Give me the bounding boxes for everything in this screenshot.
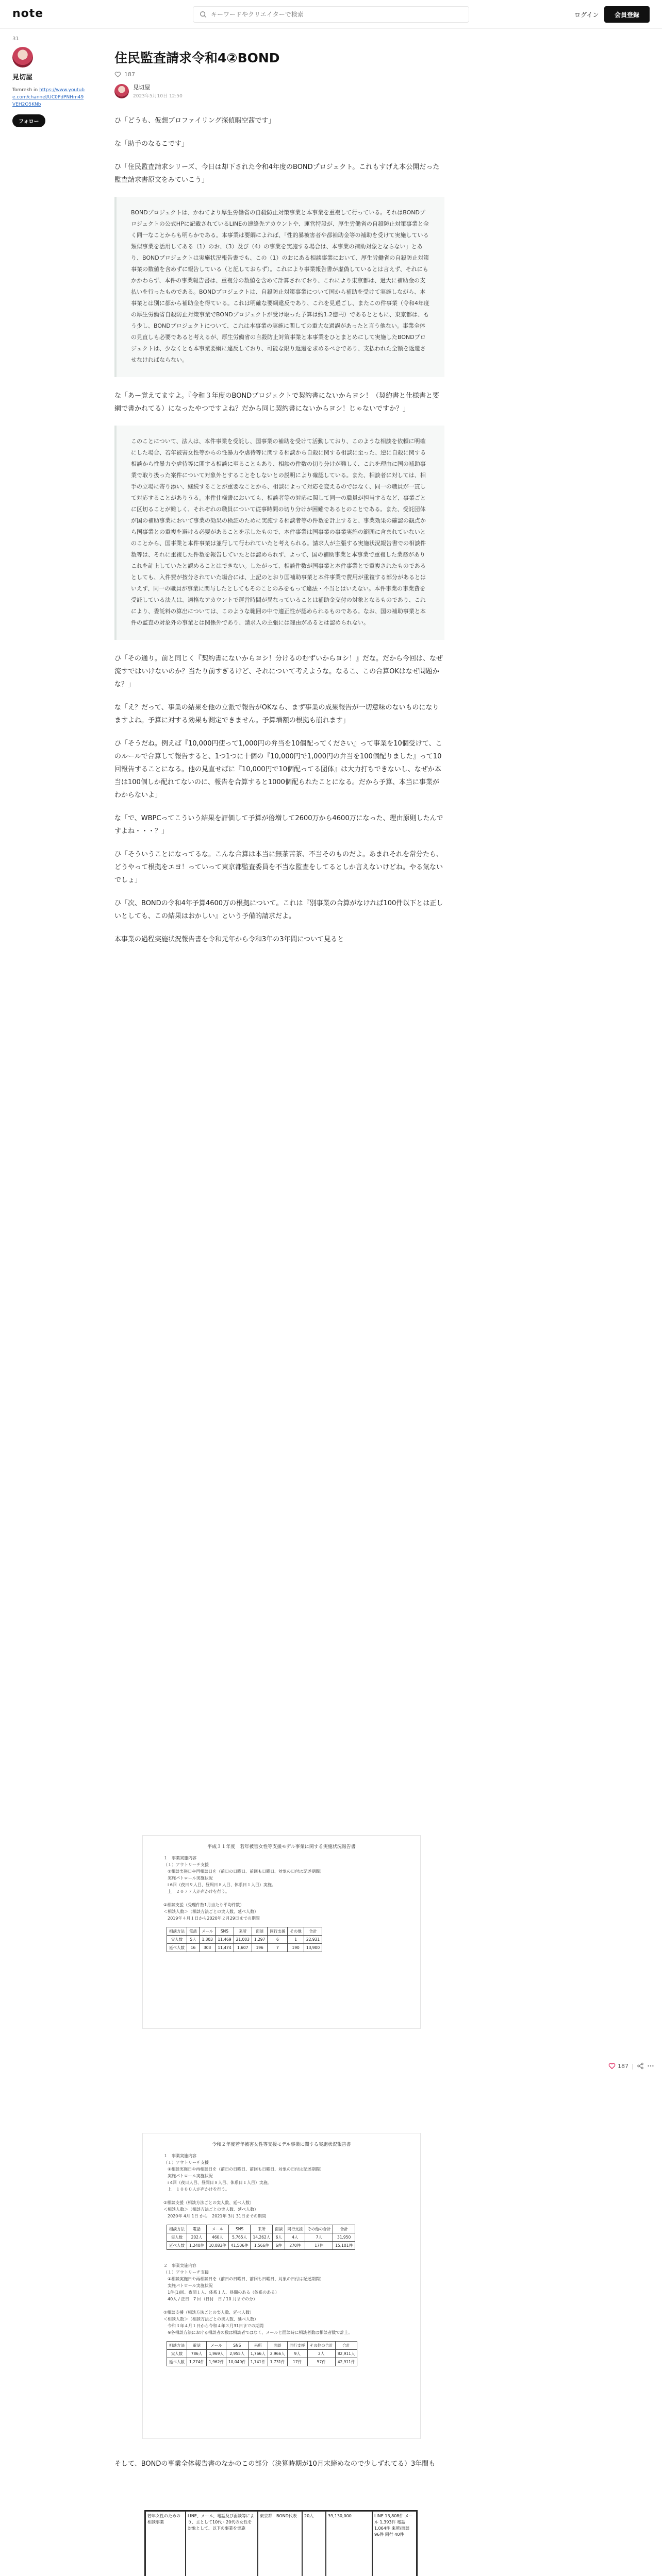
- quote-block: [114, 426, 444, 640]
- table-header-cell: 同行支援: [285, 2225, 305, 2233]
- like-count: 187: [124, 71, 135, 78]
- scan-line: ①相談実施日や再相談日を（前日の日曜日、前回も日曜日、対象の日付は記述期間）: [163, 2277, 324, 2281]
- scan-line: 2020年 4月 1日 から 2021年 3月 31日までの期間: [163, 2214, 266, 2218]
- table-header-cell: SNS: [216, 1927, 234, 1936]
- table-cell: 10,040件: [226, 2358, 248, 2366]
- login-button[interactable]: ログイン: [570, 7, 603, 22]
- floating-like-count: 187: [618, 2062, 628, 2070]
- scanned-report-image-2[interactable]: [142, 2133, 421, 2439]
- table-cell: 190: [288, 1944, 304, 1952]
- paragraph: な「助手のなるこです」: [114, 140, 189, 148]
- article-title: 住民監査請求令和4②BOND: [114, 50, 280, 65]
- table-cell: LINE、メール、電話及び面談等により、主として10代・20代の女性を対象として、以下の事業を実施: [186, 2511, 258, 2576]
- paragraph: な「え？だって、事業の結果を他の立派で報告がOKなら、まず事業の成果報告が一切意味のないものになりますよね。予算に対する効果も測定できません。予算増額の根拠も崩れます」: [114, 704, 439, 724]
- scan-line: ②相談支援（相談方法ごとの実人数、延べ人数）: [163, 2200, 254, 2205]
- paragraph: ひ「その通り。前と同じく『契約書にないからヨシ！分けるのむずいからヨシ！』だな。だから今回は、なぜ流すではいけないのか？当たり前すぎるけど、それについて考えような。なるこ、この合算OKはなぜ問題かな？」: [114, 655, 443, 688]
- table-cell: 5,765人: [228, 2233, 251, 2242]
- note-logo[interactable]: note: [12, 7, 44, 20]
- scan-line: 上 ２０７７人が声かけを行う。: [163, 1889, 229, 1894]
- table-cell: 14,262人: [251, 2233, 273, 2242]
- search-icon: [200, 11, 207, 18]
- scan-line: 令和３年４月１日から令和４年３月31日までの期間: [163, 2324, 264, 2328]
- author-name[interactable]: 見切屋: [133, 84, 150, 91]
- table-cell: 6件: [273, 2242, 285, 2250]
- table-cell: 17件: [305, 2242, 333, 2250]
- scan-line: ⅰ 4回（夜日人目、昼間日８人目、体系日１人目）実施。: [163, 2180, 272, 2185]
- scan-line: 実施パトロール実施状況: [163, 1876, 213, 1880]
- quote-block: [114, 197, 444, 377]
- table-header-cell: SNS: [228, 2225, 251, 2233]
- table-cell: 11,469: [216, 1936, 234, 1944]
- scan-line: 実施パトロール実施状況: [163, 2283, 213, 2288]
- table-cell: 15,101件: [333, 2242, 355, 2250]
- table-header-cell: 面談: [273, 2225, 285, 2233]
- heart-icon[interactable]: [608, 2062, 616, 2070]
- financial-table-image-1[interactable]: [144, 2510, 418, 2576]
- table-row: [167, 2358, 357, 2366]
- creator-link[interactable]: https://www.youtube.com/channel/UC0PdPNHm49VEH2O5KNb: [12, 88, 85, 107]
- table-cell: 42,911件: [335, 2358, 357, 2366]
- table-cell: 6人: [273, 2233, 285, 2242]
- scan-line: 40人 / 正日 7 回（日付 日 / 10 月までの分）: [163, 2297, 258, 2301]
- publish-date: 2023年5月10日 12:50: [133, 94, 183, 99]
- table-header-cell: 電話: [187, 1927, 200, 1936]
- table-cell: 303: [200, 1944, 216, 1952]
- table-header-cell: 来所: [248, 2342, 268, 2350]
- table-header-cell: 同行支援: [268, 1927, 288, 1936]
- paragraph: 本事業の過程実施状況報告書を令和元年から令和3年の3年間について見ると: [114, 936, 344, 943]
- table-header-cell: その他の合計: [305, 2225, 333, 2233]
- separator: |: [632, 2062, 634, 2070]
- table-cell: 13,900: [304, 1944, 322, 1952]
- paragraph: ひ「どうも、仮想ブロファイリング探偵暇空茜です」: [114, 117, 275, 125]
- table-cell: 6: [268, 1936, 288, 1944]
- scan-line: [163, 2193, 420, 2199]
- more-icon[interactable]: [647, 2062, 654, 2070]
- paragraph: ひ「次、BONDの令和4年予算4600万の根拠について。これは『別事業の合算がなければ100件以下とは正しいとしても、この結果はおかしい』という予備的請求だよ。: [114, 900, 443, 920]
- table-cell: 11,474: [216, 1944, 234, 1952]
- table-cell: 1,240件: [187, 2242, 207, 2250]
- table-cell: 1,962件: [206, 2358, 226, 2366]
- table-cell: 若年女性のための相談事業: [145, 2511, 186, 2576]
- scan-line: （１）アウトリーチ支援: [163, 2160, 209, 2165]
- author-row: [114, 83, 444, 99]
- table-header-cell: その他の合計: [307, 2342, 335, 2350]
- table-cell: 17件: [287, 2358, 307, 2366]
- paragraph: ひ「住民監査請求シリーズ、今日は却下された令和4年度のBONDプロジェクト。これもすげえ本公開だった監査請求書原文をみていこう」: [114, 163, 440, 184]
- author-avatar[interactable]: [114, 84, 129, 98]
- sidebar-count: 31: [12, 36, 19, 42]
- table-cell: 57件: [307, 2358, 335, 2366]
- scan-line: 1件(1)回、夜間１人、体系１人、昼間のある（体系のある）: [163, 2290, 279, 2295]
- table-header-cell: 来所: [234, 1927, 252, 1936]
- search-box[interactable]: [193, 6, 469, 23]
- table-cell: 9人: [287, 2350, 307, 2358]
- scan-line: ⅰ 6回（夜日９人目、昼周日８人目、体系日１人目）実施。: [163, 1883, 276, 1887]
- scan-line: ※各相談方法における相談者の数は相談者ではなく、メールと面談時に相談者数は相談者数で計上。: [163, 2330, 353, 2335]
- scan-line: [163, 2302, 420, 2309]
- table-row: [167, 2242, 355, 2250]
- table-row: [167, 1944, 322, 1952]
- scan-title: 令和２年度若年被害女性等支援モデル事業に関する実施状況報告書: [212, 2142, 351, 2147]
- table-header-cell: メール: [206, 2225, 228, 2233]
- creator-desc-text: Tomrekh in: [12, 88, 40, 93]
- table-cell: 1,297: [252, 1936, 267, 1944]
- table-row: [167, 2233, 355, 2242]
- table-header-row: [167, 1927, 322, 1936]
- scan-line: １ 事業実施内容: [163, 2154, 196, 2158]
- site-header: [0, 0, 662, 29]
- table-cell: 5人: [187, 1936, 200, 1944]
- table-cell: 202人: [187, 2233, 207, 2242]
- table-cell: 786人: [187, 2350, 207, 2358]
- search-input[interactable]: [211, 11, 458, 18]
- table-cell: 270件: [285, 2242, 305, 2250]
- floating-like-bar[interactable]: [608, 2062, 656, 2070]
- table-cell: 2,966人: [268, 2350, 287, 2358]
- table-header-cell: 来所: [251, 2225, 273, 2233]
- table-cell: 460人: [206, 2233, 228, 2242]
- table-header-cell: 面談: [268, 2342, 287, 2350]
- table-cell: 1,274件: [187, 2358, 207, 2366]
- table-cell: 1,731件: [268, 2358, 287, 2366]
- scan-line: １ 事業実施内容: [163, 1856, 196, 1860]
- table-header-cell: 相談方法: [167, 1927, 187, 1936]
- scan-line: [163, 1895, 420, 1902]
- table-header-cell: メール: [206, 2342, 226, 2350]
- scan-line: （１）アウトリーチ支援: [163, 1862, 209, 1867]
- scan-text-lines: [143, 1855, 420, 1922]
- paragraph: ひ「そうだね。例えば『10,000円使って1,000円の弁当を10個配ってください』って事業を10個受けて、このルールで合算して報告すると、1つ1つに十個の『10,000円で1,000円の弁当を100個配りました』って10回報告することになる。他の見直せばに『10,000円で10個配ってる団体』は大力打ちできないし、なぜか本当は100個しか配れてないのに、報告を合算すると1000個配られたことになる。だから予算、本当に事業がわからないよ」: [114, 740, 442, 799]
- scan-table: [167, 2225, 355, 2250]
- table-cell: 1,766人: [248, 2350, 268, 2358]
- creator-description: [12, 87, 85, 108]
- table-cell: 16: [187, 1944, 200, 1952]
- scanned-report-image-1[interactable]: [142, 1835, 421, 2029]
- table-header-cell: その他: [288, 1927, 304, 1936]
- table-cell: 22,931: [304, 1936, 322, 1944]
- creator-sidebar: [12, 36, 85, 127]
- table-header-cell: 面談: [252, 1927, 267, 1936]
- table-cell: 7: [268, 1944, 288, 1952]
- table-cell: 196: [252, 1944, 267, 1952]
- table-cell: 延べ人数: [167, 2358, 187, 2366]
- paragraph: な「で、WBPCってこういう結果を評価して予算が倍増して2600万から4600万になった、理由原則したんですよね・・・？」: [114, 815, 443, 835]
- table-cell: 1,303: [200, 1936, 216, 1944]
- table-cell: 1,741件: [248, 2358, 268, 2366]
- table-header-cell: 相談方法: [167, 2225, 187, 2233]
- scan-line: ２ 事業実施内容: [163, 2263, 196, 2268]
- creator-name[interactable]: 見切屋: [12, 74, 33, 81]
- quote-text: BONDプロジェクトは、かねてより厚生労働省の自殺防止対策事業と本事業を重複して行っている。それはBONDプロジェクトの公式HPに記載されているLINEの連絡先アカウントや、運営特設が、厚生労働省の自殺防止対策事業と全く同一なことからも明らかである。本事業は要綱によれば、「性的暴被害者や都補助金等の補助を受けて実施している類似事業を活用してある（1）のお、（3）及び（4）の事業を実施する場合は、本事業の補助対象とならない」とあり、BONDプロジェクトは実施状況報告書でも、この（1）のおにある相談事業において、厚生労働省の自殺防止対策事業の数値を含めずに報告している（と記しておらず）。これにより事業報告書が虚偽しているとは言えず、それにもかかわらず、本件の事業報告書は、重複分の数値を含めて計算されており、これにより東京都は、過大に補助金の支払いを行ったものである。BONDプロジェクトは、自殺防止対策事業について国から補助を受けて実施しながら、本事業とは別に都から補助金を得ている。これは明確な要綱違反であり、これを見過ごし、またこの件事業（令和4年度の厚生労働省自殺防止対策事業でBONDプロジェクトが受け取った予算は約1.2億円）であるとともに、東京都は、もう少し、BONDプロジェクトについて、これは本事業の実施に関しての重大な過誤があったと言う他ない。事業全体の見直しも必要であると考えるが、厚生労働省の自殺防止対策事業と本事業をひとまとめにして実施したBONDプロジェクトは、少なくとも本事業要綱に違反しており、可能な限り返還を求めるべきであり、支払われた全額を返還させなければならない。: [131, 209, 429, 363]
- scan-line: （１）アウトリーチ支援: [163, 2270, 209, 2275]
- table-cell: 20人: [302, 2511, 326, 2576]
- signup-button[interactable]: 会員登録: [604, 6, 650, 23]
- scan-text-lines: [143, 2262, 420, 2336]
- avatar[interactable]: [12, 47, 33, 67]
- quote-text: このことについて、法人は、本件事業を受託し、国事業の補助を受けて活動しており、このような相談を依頼に明確にした場合、若年被害女性等からの性暴力や虐待等に関する相談から自殺に関する相談に至った、逆に自殺に関する相談から性暴力や虐待等に関する相談に至ることもあり、相談の件数の切り分けが難しく、これを理由に国の補助事業で取り扱った案件について対象外とすることをしないとの説明により確認している。また、相談者に対しては、相手の立場に寄り添い、継続することが重要なことから、相談によって対応を変えるのではなく、同一の職員が一貫して対応することがありうる。本件仕様書においても、相談者等の対応に関して同一の職員が担当するなど、事業ごとに区切ることが難しく、それぞれの職員について従事時間の切り分けが困難であるとのことである。また、受託団体が国の補助事業において事業の効果の検証のために実施する相談者等の件数を計上すると、事業効果の確認の観点から国事業との重複を避ける必要があることを示したもので、本件事業は国事業の事業実施の範囲に含まれていないとのことから、国事業と本件事業は並行して行われていたと考えられる。請求人が主張する実施状況報告書での相談件数等は、それに重複した件数を報告していたとは認められず、よって、国の補助事業と本事業で重複した業務がありこれを計上していたと認めることはできない。したがって、相談件数が国事業と本件事業とで重複されたものであるとしても、入件費が按分されていた場合には、上記のとおり国補助事業と本件事業で費用が重複する部分があるとはいえず、同一の職員が事業に関与したとしてもそのことのみをもって違法・不当とはいえない。本件事業の事業費を受託している法人は、適格なアカウントで運営時間が異なっていることは補助金交付の対象となるものであり、これにより、委託料の算出については、このような範囲の中で適正性が認められるものである。なお、国の補助事業と本件の監査の対象外の事業とは関係外であり、請求人の主張には理由があるとは認められない。: [131, 438, 426, 626]
- scan-line: 上 １０００人が声かけを行う。: [163, 2187, 229, 2192]
- scan-table: [167, 2341, 357, 2366]
- like-count-row[interactable]: [114, 71, 444, 78]
- scan-line: 2019年４月１日から2020年２月29日までの期間: [163, 1916, 260, 1921]
- table-cell: 82,911人: [335, 2350, 357, 2358]
- scan-line: ②相談支援（相談方法ごとの実人数、延べ人数）: [163, 2310, 254, 2315]
- scan-line: ＜相談人数＞（相談方法ごとの実人数、延べ人数）: [163, 1909, 258, 1914]
- table-cell: 2,955人: [226, 2350, 248, 2358]
- table-cell: 延べ人数: [167, 1944, 187, 1952]
- scan-line: ＜相談人数＞（相談方法ごとの実人数、延べ人数）: [163, 2207, 258, 2212]
- scan-line: ＜相談人数＞（相談方法ごとの実人数、延べ人数）: [163, 2317, 258, 2321]
- table-header-cell: 相談方法: [167, 2342, 187, 2350]
- table-cell: 実人数: [167, 2233, 187, 2242]
- scan-line: 実施パトロール実施状況: [163, 2174, 213, 2178]
- table-cell: 7人: [305, 2233, 333, 2242]
- table-row: [167, 1936, 322, 1944]
- scan-title: 平成３１年度 若年被害女性等支援モデル事業に関する実施状況報告書: [207, 1844, 356, 1850]
- table-row: [167, 2350, 357, 2358]
- scan-table: [167, 1927, 322, 1952]
- table-cell: 実人数: [167, 1936, 187, 1944]
- table-cell: 1,607: [234, 1944, 252, 1952]
- table-cell: 41,506件: [228, 2242, 251, 2250]
- paragraph: ひ「そういうことになってるな。こんな合算は本当に無茶苦茶、不当そのものだよ。あまれそれを常分たら、どうやって根拠をエヨ！っていって東京都監査委員を不当な監査をしてるとしか言えないけどね。やる気ないでしょ」: [114, 851, 443, 884]
- scan-line: ①相談実施日や再相談日を（前日の日曜日、前回も日曜日、対象の日付は記述期間）: [163, 2167, 324, 2172]
- scan-text-lines: [143, 2153, 420, 2219]
- table-cell: LINE 13,808件 メール 1,393件 電話 1,064件 来所/面談 96件 同行 40件: [372, 2511, 417, 2576]
- table-cell: 延べ人数: [167, 2242, 187, 2250]
- paragraph: な「あー覚えてますよ。『令和３年度のBONDプロジェクトで契約書にないからヨシ！（契約書と仕様書と要綱で書かれてる）になったやつですよね？だから同じ契約書にないからヨシ！じゃないですか？」: [114, 392, 439, 413]
- table-cell: 10,083件: [206, 2242, 228, 2250]
- table-header-cell: 同行支援: [287, 2342, 307, 2350]
- table-cell: 東京都 BOND代表: [258, 2511, 302, 2576]
- article: [114, 48, 444, 956]
- table-header-row: [167, 2342, 357, 2350]
- table-header-cell: メール: [200, 1927, 216, 1936]
- table-cell: 1: [288, 1936, 304, 1944]
- table-cell: 4人: [285, 2233, 305, 2242]
- heart-icon: [114, 71, 121, 78]
- table-cell: 1,566件: [251, 2242, 273, 2250]
- table-cell: 2人: [307, 2350, 335, 2358]
- table-header-cell: 合計: [333, 2225, 355, 2233]
- paragraph: そして、BONDの事業全体報告書のなかのこの部分（決算時期が10月末締めなので少しずれてる）3年間も: [114, 2460, 436, 2468]
- table-cell: 1,969人: [206, 2350, 226, 2358]
- share-icon[interactable]: [637, 2062, 644, 2070]
- table-cell: 実人数: [167, 2350, 187, 2358]
- table-cell: 21,003: [234, 1936, 252, 1944]
- scan-line: ②相談支援（受理件数1月当たり平均件数）: [163, 1903, 244, 1907]
- table-header-cell: 電話: [187, 2342, 207, 2350]
- table-cell: 31,950: [333, 2233, 355, 2242]
- table-cell: 39,130,000: [326, 2511, 372, 2576]
- table-header-cell: 電話: [187, 2225, 207, 2233]
- table-header-row: [167, 2225, 355, 2233]
- table-header-cell: 合計: [335, 2342, 357, 2350]
- table-header-cell: 合計: [304, 1927, 322, 1936]
- scan-line: ①相談実施日や再相談日を（前日の日曜日、前回も日曜日、対象の日付は記述期間）: [163, 1869, 324, 1874]
- table-header-cell: SNS: [226, 2342, 248, 2350]
- follow-button[interactable]: フォロー: [12, 114, 45, 127]
